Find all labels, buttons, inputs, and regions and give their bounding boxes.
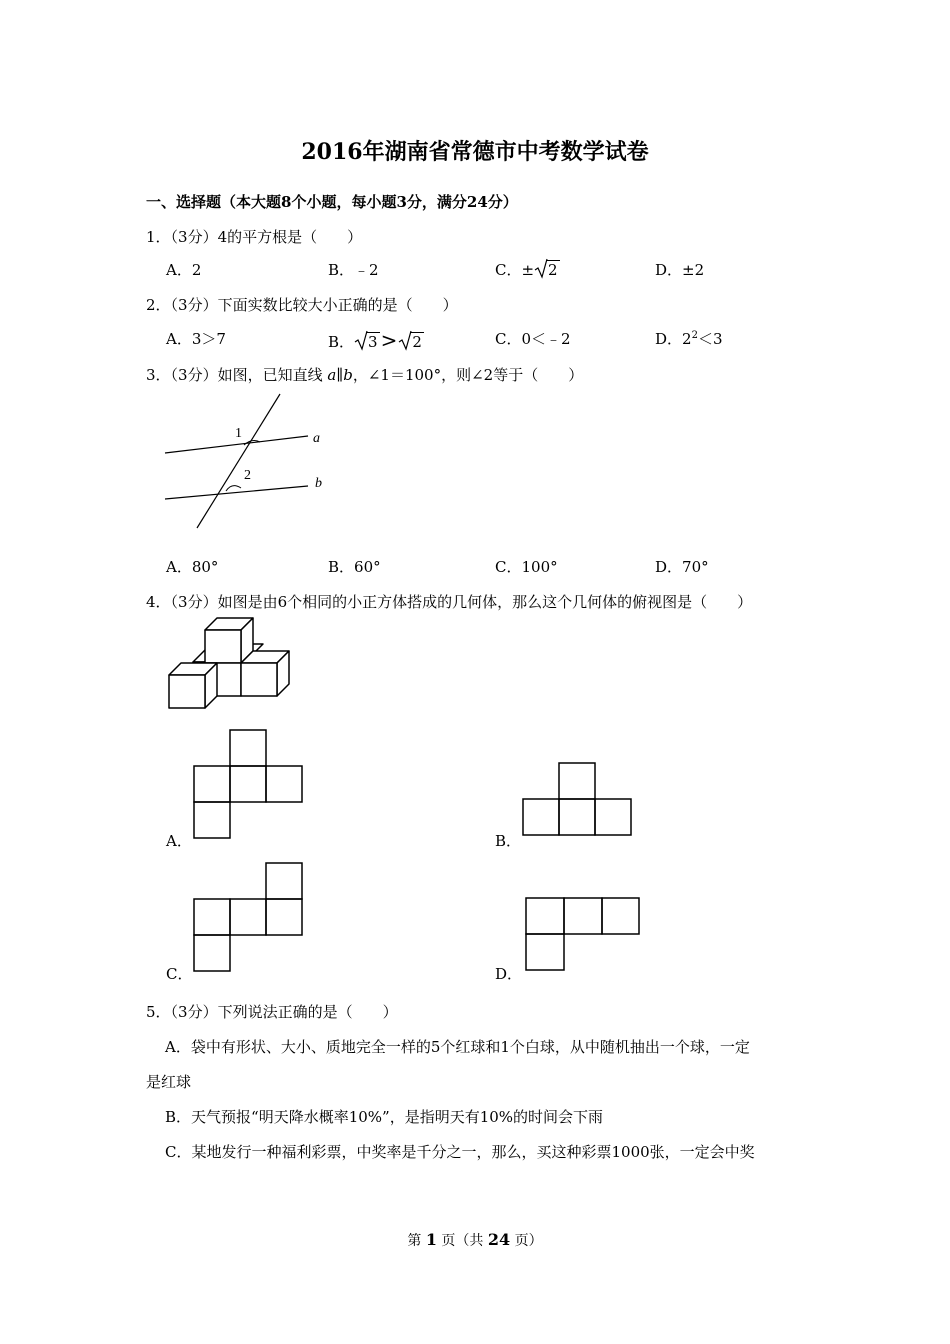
q4-option-b: B． <box>495 832 522 850</box>
q4-option-b-grid <box>522 762 634 838</box>
q1-option-c-prefix: C．± <box>495 261 535 279</box>
q4-option-c-grid <box>193 862 305 974</box>
question-5-stem: 5．（3分）下列说法正确的是（ ） <box>146 1003 398 1021</box>
q2-sqrt-2-radicand: 2 <box>412 333 422 351</box>
sqrt-sign-icon <box>534 258 548 280</box>
q3-parallel-lines-figure <box>160 390 340 535</box>
q4-cube-solid-figure <box>165 620 290 712</box>
q5-option-c: C．某地发行一种福利彩票，中奖率是千分之一，那么，买这种彩票1000张，一定会中奖 <box>165 1143 755 1161</box>
footer-pre: 第 <box>407 1233 426 1249</box>
question-2-stem: 2．（3分）下面实数比较大小正确的是（ ） <box>146 296 458 314</box>
angle-2-label: 2 <box>244 468 251 483</box>
q1-option-c <box>495 259 560 280</box>
q1-sqrt <box>534 261 560 279</box>
cube-top <box>205 618 253 663</box>
q2-option-d-exponent: 2 <box>691 330 698 341</box>
page-footer <box>0 1230 950 1250</box>
footer-page-number: 1 <box>425 1230 437 1249</box>
footer-total-pages: 24 <box>487 1230 511 1249</box>
q2-option-d <box>655 328 723 349</box>
line-b-label: b <box>315 476 322 491</box>
q5-option-a-line2: 是红球 <box>146 1073 192 1091</box>
q3-option-c: C．100° <box>495 558 558 576</box>
sqrt-sign-icon <box>354 330 368 352</box>
angle-2-arc <box>226 486 241 491</box>
q2-option-b <box>328 328 424 352</box>
page-title: 2016年湖南省常德市中考数学试卷 <box>301 139 649 165</box>
q1-option-a: A．2 <box>166 261 202 279</box>
cube-front-right <box>241 651 289 696</box>
q4-option-d: D． <box>495 965 523 983</box>
q2-sqrt-2 <box>398 333 424 351</box>
q3-option-d: D．70° <box>655 558 709 576</box>
question-1-stem: 1．（3分）4的平方根是（ ） <box>146 228 363 246</box>
q4-option-a: A． <box>166 832 192 850</box>
sqrt-sign-icon <box>398 330 412 352</box>
q3-stem-post: ，∠1＝100°，则∠2等于（ ） <box>352 366 584 384</box>
q4-option-d-grid <box>525 897 641 973</box>
q1-option-d: D．±2 <box>655 261 705 279</box>
line-b <box>165 486 308 499</box>
q2-option-d-suffix: ＜3 <box>697 330 723 348</box>
cube-front-left <box>169 663 217 708</box>
transversal-line <box>197 394 280 528</box>
q2-sqrt-3-radicand: 3 <box>368 333 378 351</box>
q2-sqrt-3 <box>354 333 380 351</box>
q2-option-b-prefix: B． <box>328 333 355 351</box>
footer-mid: 页（共 <box>436 1233 488 1249</box>
q1-sqrt-radicand: 2 <box>548 261 558 279</box>
q1-option-b: B．﹣2 <box>328 261 379 279</box>
q2-compare-sign: > <box>380 328 398 352</box>
question-3-stem <box>146 364 583 385</box>
line-a-label: a <box>313 431 320 446</box>
footer-post: 页） <box>510 1233 543 1249</box>
angle-1-label: 1 <box>235 426 242 441</box>
q4-option-a-grid <box>193 729 305 841</box>
q3-line-b: b <box>343 366 353 384</box>
q2-option-c: C．0＜﹣2 <box>495 330 571 348</box>
q2-option-d-prefix: D．2 <box>655 330 692 348</box>
q2-option-a: A．3＞7 <box>166 330 226 348</box>
q3-stem-pre: 3．（3分）如图，已知直线 <box>146 366 328 384</box>
q3-line-a: a <box>327 366 337 384</box>
question-4-stem: 4．（3分）如图是由6个相同的小正方体搭成的几何体，那么这个几何体的俯视图是（ ） <box>146 593 753 611</box>
q4-option-c: C． <box>166 965 193 983</box>
q5-option-a-line1: A．袋中有形状、大小、质地完全一样的5个红球和1个白球，从中随机抽出一个球，一定 <box>165 1038 750 1056</box>
q3-parallel-sign: ∥ <box>336 366 344 384</box>
q3-option-b: B．60° <box>328 558 381 576</box>
q3-option-a: A．80° <box>166 558 219 576</box>
section-heading: 一、选择题（本大题8个小题，每小题3分，满分24分） <box>146 193 518 211</box>
q5-option-b: B．天气预报“明天降水概率10%”，是指明天有10%的时间会下雨 <box>165 1108 604 1126</box>
